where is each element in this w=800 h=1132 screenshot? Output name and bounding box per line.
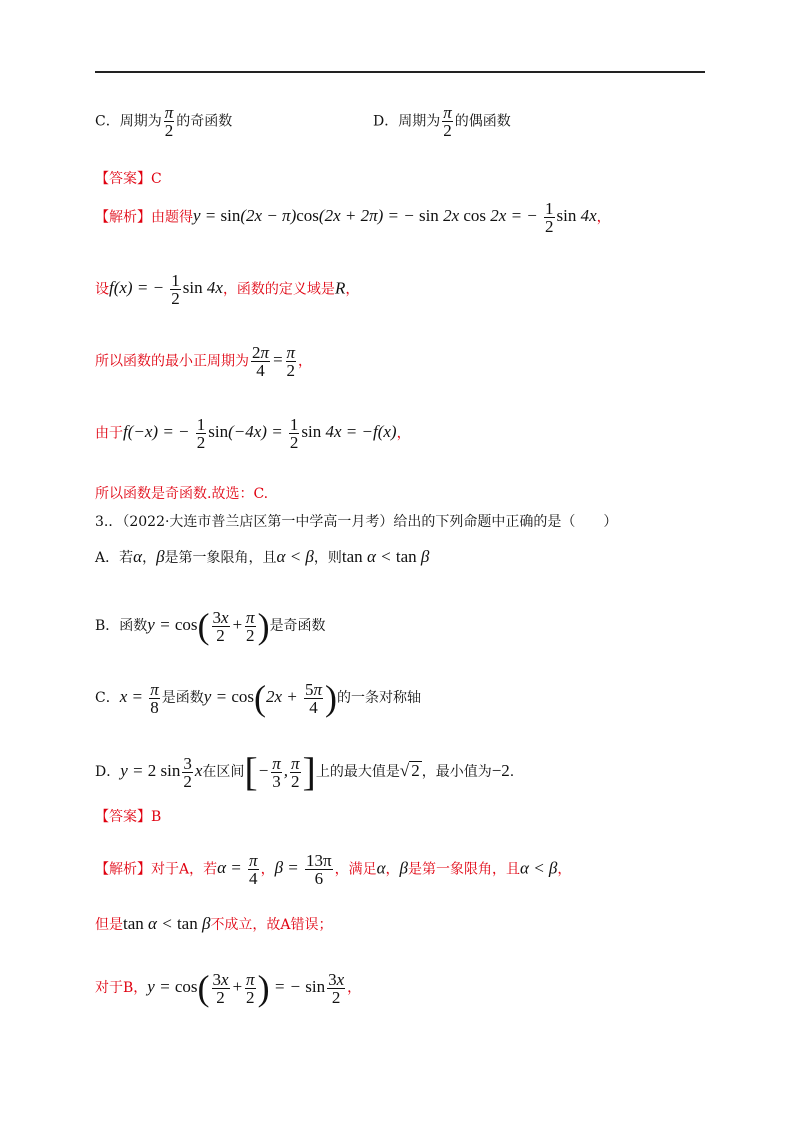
formula: β = $\frac{13\pi}{6}$ xyxy=(274,851,332,888)
analysis-text: 所以函数是奇函数.故选：C. xyxy=(95,486,269,502)
option-text: 的一条对称轴 xyxy=(337,689,422,706)
option-text: B．函数 xyxy=(95,617,148,634)
option-c-prev: C．周期为 $\frac{\pi}{2}$ 的奇函数 xyxy=(95,103,233,140)
answer-1 xyxy=(95,170,162,188)
option-text: 是奇函数 xyxy=(269,617,326,634)
analysis-text: 但是 xyxy=(95,917,123,933)
analysis-1-line-4: 由于f(−x) = − $\frac{1}{2}$ sin(−4x) = $\frac{1}{2}$ sin 4x = −f(x)， xyxy=(95,415,411,452)
formula: −2 xyxy=(491,760,510,780)
analysis-label: 【解析】 xyxy=(95,209,151,226)
formula: y = cos( $\frac{3x}{2}$ + $\frac{\pi}{2}$ ) = − sin $\frac{3x}{2}$ xyxy=(147,968,345,1008)
analysis-text: 不成立，故A错误； xyxy=(210,917,333,933)
question-3-option-c xyxy=(95,680,421,716)
option-text: 上的最大值是 xyxy=(315,763,400,780)
analysis-2-line-3: 对于B，y = cos( $\frac{3x}{2}$ + $\frac{\pi}{2}$ ) = − sin $\frac{3x}{2}$ ， xyxy=(95,968,362,1008)
analysis-1-line-1: 【解析】由题得y = sin(2x − π)cos(2x + 2π) = − sin 2x cos 2x = − $\frac{1}{2}$ sin 4x， xyxy=(95,199,611,236)
analysis-1-line-2: 设f(x) = − $\frac{1}{2}$ sin 4x，函数的定义域是R， xyxy=(95,271,360,308)
formula: x = $\frac{\pi}{8}$ xyxy=(119,679,159,717)
formula: $\frac{2\pi}{4}$ = $\frac{\pi}{2}$ xyxy=(252,343,296,380)
option-text: 是函数 xyxy=(161,689,204,706)
option-text: D． xyxy=(95,763,121,780)
option-text: 的奇函数 xyxy=(176,113,233,130)
option-text: A．若 xyxy=(95,550,134,566)
analysis-text: 对于A，若 xyxy=(151,861,218,878)
formula: R xyxy=(334,278,346,298)
option-text: ，最小值为 xyxy=(421,763,492,780)
formula: f(x) = − $\frac{1}{2}$ sin 4x xyxy=(109,271,223,308)
option-text: ，则 xyxy=(313,550,342,566)
answer-label: 【答案】 xyxy=(95,171,151,187)
header-rule xyxy=(95,71,705,73)
option-text: C． xyxy=(95,689,120,706)
question-stem: 3.．（2022·大连市普兰店区第一中学高一月考）给出的下列命题中正确的是（ ） xyxy=(95,514,618,530)
option-text: 是第一象限角，且 xyxy=(164,550,277,566)
analysis-text: 对于B， xyxy=(95,979,148,996)
analysis-2-line-1: 【解析】对于A，若α = $\frac{\pi}{4}$ ，β = $\frac{13\pi}{6}$ ，满足α，β是第一象限角，且α < β， xyxy=(95,851,572,888)
analysis-text: 由题得 xyxy=(151,209,193,226)
option-text: 在区间 xyxy=(202,763,245,780)
option-text: C．周期为 xyxy=(95,113,162,130)
analysis-text: 设 xyxy=(95,281,109,298)
formula: y = sin(2x − π)cos(2x + 2π) = − sin 2x cos 2x = − $\frac{1}{2}$ sin 4x xyxy=(193,199,597,236)
analysis-text: 由于 xyxy=(95,425,123,442)
question-3-stem xyxy=(95,513,617,531)
analysis-text: ，函数的定义域是 xyxy=(222,281,335,298)
option-d-prev: D．周期为 $\frac{\pi}{2}$ 的偶函数 xyxy=(373,103,511,140)
formula: y = 2 sin $\frac{3}{2}$ x xyxy=(120,753,203,791)
question-3-option-a: A．若α，β是第一象限角，且α < β，则tan α < tan β xyxy=(95,547,430,566)
formula: y = cos( $\frac{3x}{2}$ + $\frac{\pi}{2}$ ) xyxy=(147,606,270,646)
formula: f(−x) = − $\frac{1}{2}$ sin(−4x) = $\frac{1}{2}$ sin 4x = −f(x) xyxy=(123,415,397,452)
analysis-2-line-2 xyxy=(95,915,333,934)
formula: tan α < tan β xyxy=(123,914,211,933)
option-text: D．周期为 xyxy=(373,113,441,130)
analysis-1-line-3: 所以函数的最小正周期为 $\frac{2\pi}{4}$ = $\frac{\pi}{2}$ ， xyxy=(95,343,313,380)
question-3-option-b xyxy=(95,608,326,644)
answer-2 xyxy=(95,808,161,826)
analysis-text: 是第一象限角，且 xyxy=(408,861,521,878)
analysis-text: ，满足 xyxy=(334,861,377,878)
analysis-1-conclusion xyxy=(95,485,268,503)
answer-value: C xyxy=(151,171,162,187)
answer-label: 【答案】 xyxy=(95,809,151,825)
answer-value: B xyxy=(151,809,162,825)
formula: y = cos(2x + $\frac{5\pi}{4}$ ) xyxy=(203,678,338,718)
question-3-option-d: D．y = 2 sin $\frac{3}{2}$ x在区间[− $\frac{\pi}{3}$ , $\frac{\pi}{2}$ ]上的最大值是√ 2 ，最小值为−2. xyxy=(95,749,515,794)
option-text: 的偶函数 xyxy=(454,113,511,130)
analysis-text: 所以函数的最小正周期为 xyxy=(95,353,249,370)
formula: [− $\frac{\pi}{3}$ , $\frac{\pi}{2}$ ] xyxy=(244,749,316,794)
formula: α = $\frac{\pi}{4}$ xyxy=(217,851,258,888)
analysis-label: 【解析】 xyxy=(95,861,151,878)
formula: √ 2 xyxy=(399,760,420,780)
